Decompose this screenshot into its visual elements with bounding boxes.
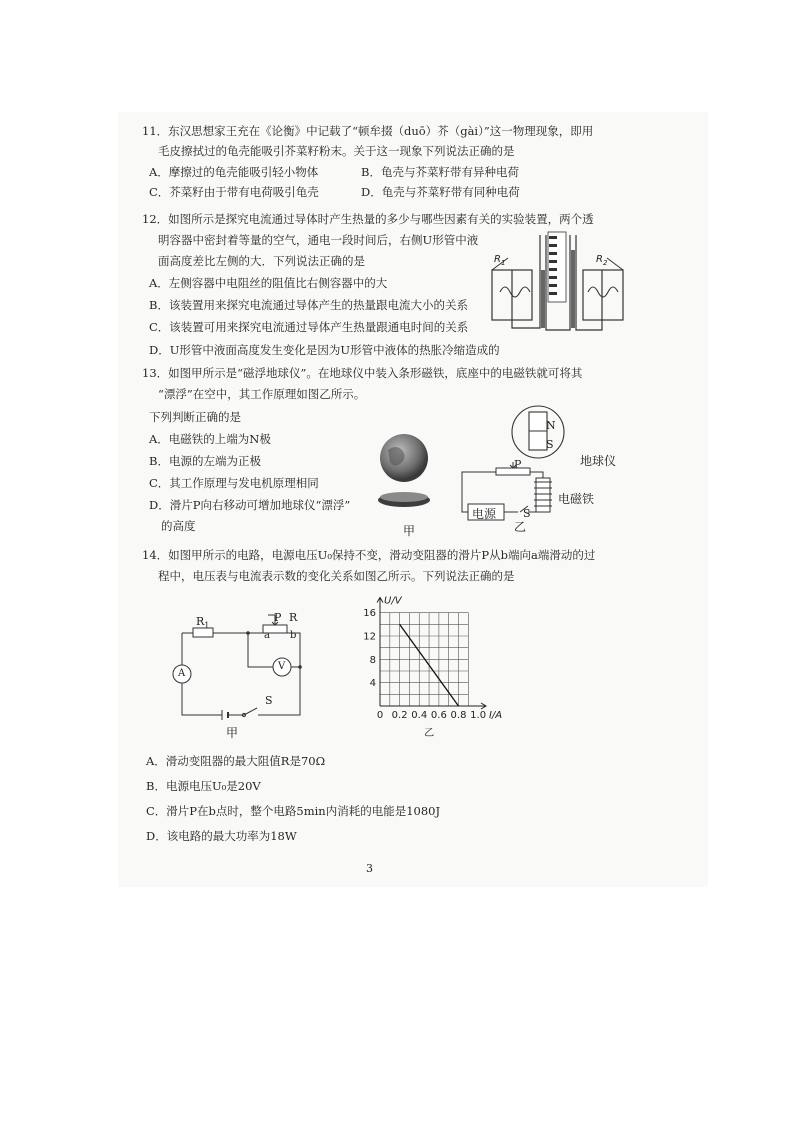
q14-circuit-r1: $R_1$ [196, 615, 210, 631]
q14-circuit-caption: 甲 [226, 726, 239, 740]
y-tick-label: 8 [369, 654, 376, 666]
q13-option-b: B．电源的左端为正极 [149, 454, 261, 468]
y-axis-label: U/V [384, 595, 402, 607]
x-tick-label: 0.2 [391, 710, 408, 721]
x-tick-label: 0 [376, 710, 384, 721]
q12-stem-line3: 面高度差比左侧的大．下列说法正确的是 [158, 254, 365, 268]
q14-switch-label: S [265, 694, 273, 707]
x-axis-label: I/A [488, 710, 503, 721]
q12-stem-line2: 明容器中密封着等量的空气，通电一段时间后，右侧U形管中液 [158, 233, 479, 247]
q11-option-c: C．芥菜籽由于带有电荷吸引龟壳 [149, 185, 319, 199]
q13-label-power: 电源 [472, 507, 497, 521]
exam-page [118, 112, 708, 887]
q12-option-b: B．该装置用来探究电流通过导体产生的热量跟电流大小的关系 [149, 298, 468, 312]
q13-label-p: P [514, 458, 522, 471]
q14-circuit-r: R [289, 611, 298, 624]
q13-fig-jia-caption: 甲 [403, 524, 416, 538]
y-tick-label: 12 [363, 631, 376, 643]
q13-stem-line3: 下列判断正确的是 [149, 410, 241, 424]
y-tick-label: 4 [369, 678, 376, 690]
q11-option-a: A．摩擦过的龟壳能吸引轻小物体 [149, 165, 319, 179]
q14-stem-line2: 程中，电压表与电流表示数的变化关系如图乙所示。下列说法正确的是 [158, 569, 515, 583]
q12-r1-label: $R_1$ [494, 254, 506, 267]
q12-apparatus-figure [490, 230, 625, 340]
q14-option-c: C．滑片P在b点时，整个电路5min内消耗的电能是1080J [146, 804, 441, 818]
q12-stem-line1: 12．如图所示是探究电流通过导体时产生热量的多少与哪些因素有关的实验装置，两个透 [142, 212, 594, 226]
q13-globe-photo [374, 432, 434, 512]
q13-fig-yi-caption: 乙 [514, 520, 527, 534]
q12-option-d: D．U形管中液面高度发生变化是因为U形管中液体的热胀冷缩造成的 [149, 343, 500, 357]
q11-stem-line2: 毛皮擦拭过的龟壳能吸引芥菜籽粉末。关于这一现象下列说法正确的是 [158, 144, 515, 158]
q14-circuit-a: a [264, 630, 270, 641]
q13-stem-line2: “漂浮”在空中，其工作原理如图乙所示。 [158, 387, 366, 401]
chart-caption: 乙 [424, 728, 435, 739]
q14-stem-line1: 14．如图甲所示的电路，电源电压U₀保持不变，滑动变阻器的滑片P从b端向a端滑动的过 [142, 548, 596, 562]
q13-label-n: N [546, 419, 556, 432]
y-tick-label: 16 [363, 608, 376, 620]
x-tick-label: 0.6 [430, 710, 447, 721]
q13-option-a: A．电磁铁的上端为N极 [149, 432, 271, 446]
q13-label-s: S [546, 438, 554, 451]
q14-ammeter-label: A [178, 668, 186, 679]
q14-voltmeter-label: V [278, 661, 286, 672]
q11-option-b: B．龟壳与芥菜籽带有异种电荷 [361, 165, 519, 179]
q12-r2-label: $R_2$ [596, 254, 608, 267]
q14-ui-chart [358, 586, 508, 739]
x-tick-label: 0.4 [411, 710, 428, 721]
q13-label-globe: 地球仪 [580, 454, 617, 468]
q14-circuit [158, 607, 328, 727]
q14-option-d: D．该电路的最大功率为18W [146, 829, 297, 843]
q14-circuit-p: P [274, 611, 282, 624]
q13-label-switch: S [523, 507, 531, 520]
q14-option-a: A．滑动变阻器的最大阻值R是70Ω [146, 754, 326, 768]
x-tick-label: 0.8 [450, 710, 467, 721]
q12-option-c: C．该装置可用来探究电流通过导体产生热量跟通电时间的关系 [149, 320, 469, 334]
q13-option-d-line2: 的高度 [161, 519, 196, 533]
q13-option-d-line1: D．滑片P向右移动可增加地球仪“漂浮” [149, 498, 351, 512]
q11-stem-line1: 11．东汉思想家王充在《论衡》中记载了“顿牟掇（duō）芥（gài）”这一物理现象，即用 [142, 124, 594, 138]
q13-stem-line1: 13．如图甲所示是“磁浮地球仪”。在地球仪中装入条形磁铁，底座中的电磁铁就可将其 [142, 366, 583, 380]
q14-option-b: B．电源电压U₀是20V [146, 779, 261, 793]
q14-circuit-b: b [290, 630, 297, 641]
q13-label-electromagnet: 电磁铁 [558, 492, 595, 506]
q13-option-c: C．其工作原理与发电机原理相同 [149, 476, 319, 490]
q12-option-a: A．左侧容器中电阻丝的阻值比右侧容器中的大 [149, 276, 388, 290]
x-tick-label: 1.0 [470, 710, 487, 721]
page-number: 3 [366, 862, 373, 875]
q11-option-d: D．龟壳与芥菜籽带有同种电荷 [361, 185, 520, 199]
